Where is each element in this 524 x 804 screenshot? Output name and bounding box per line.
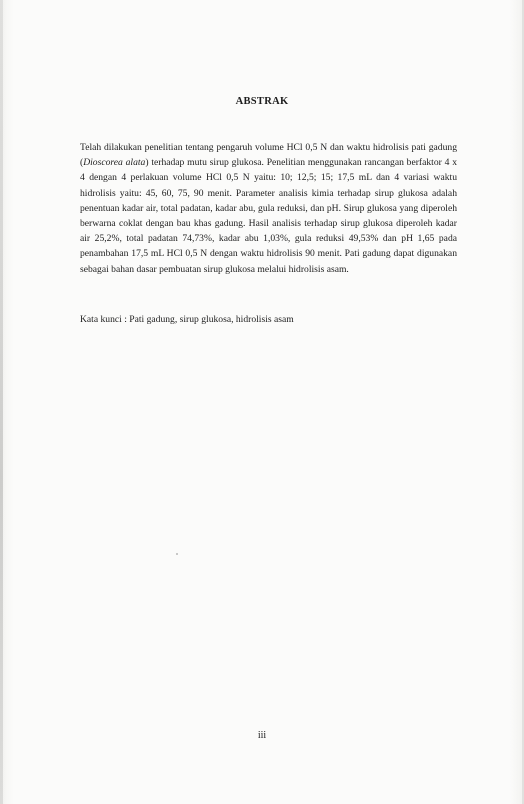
abstract-paragraph: [80, 140, 457, 277]
page-number: iii: [257, 730, 267, 741]
page-left-edge: [0, 0, 3, 804]
keywords-line: Kata kunci : Pati gadung, sirup glukosa, hidrolisis asam: [80, 314, 294, 325]
abstract-text-start: Telah dilakukan penelitian tentang pengaruh volume HCl 0,5 N dan waktu hidrolisis pati gadung (: [80, 142, 457, 169]
abstract-text-end: ) terhadap mutu sirup glukosa. Penelitian menggunakan rancangan berfaktor 4 x 4 dengan 4 perlakuan volume HCl 0,5 N yaitu: 10; 12,5; 15; 17,5 mL dan 4 variasi waktu hidrolisis yaitu: 45, 60, 75, 90 menit. Parameter analisis kimia terhadap sirup glukosa adalah penentuan kadar air, total padatan, kadar abu, gula reduksi, dan pH. Sirup glukosa yang diperoleh berwarna coklat dengan bau khas gadung. Hasil analisis terhadap sirup glukosa diperoleh kadar air 25,2%, total padatan 74,73%, kadar abu 1,03%, gula reduksi 49,53% dan pH 1,65 pada penambahan 17,5 mL HCl 0,5 N dengan waktu hidrolisis 90 menit. Pati gadung dapat digunakan sebagai bahan dasar pembuatan sirup glukosa melalui hidrolisis asam.: [80, 157, 458, 275]
abstract-title: ABSTRAK: [235, 96, 289, 107]
species-name: Dioscorea alata: [83, 157, 146, 169]
scan-speck: [176, 553, 178, 555]
